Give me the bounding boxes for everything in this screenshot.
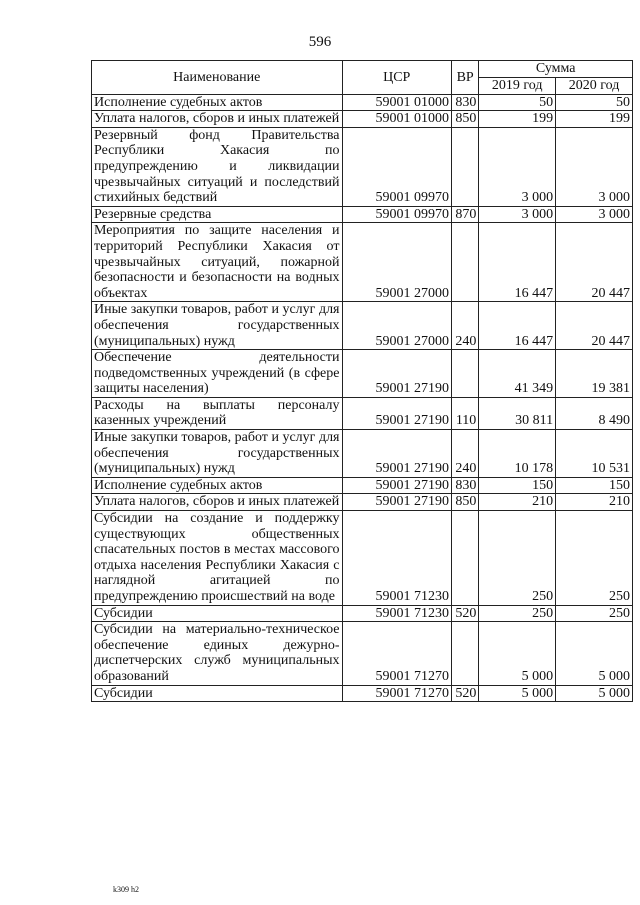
row-amount-2019: 150 xyxy=(479,477,556,494)
row-csr: 59001 71270 xyxy=(342,622,451,685)
row-name: Исполнение судебных актов xyxy=(92,477,343,494)
row-csr: 59001 01000 xyxy=(342,111,451,128)
row-name: Расходы на выплаты персоналу казенных учреждений xyxy=(92,397,343,429)
row-amount-2019: 3 000 xyxy=(479,127,556,206)
row-amount-2020: 150 xyxy=(556,477,633,494)
row-name: Субсидии xyxy=(92,605,343,622)
row-amount-2020: 199 xyxy=(556,111,633,128)
row-csr: 59001 71270 xyxy=(342,685,451,702)
page-number: 596 xyxy=(308,34,332,50)
row-csr: 59001 27190 xyxy=(342,430,451,478)
row-csr: 59001 01000 xyxy=(342,94,451,111)
row-amount-2019: 210 xyxy=(479,494,556,511)
row-amount-2020: 20 447 xyxy=(556,223,633,302)
row-csr: 59001 27190 xyxy=(342,397,451,429)
row-name: Резервный фонд Правительства Республики Хакасия по предупреждению и ликвидации чрезвычайных ситуаций и последствий стихийных бедствий xyxy=(92,127,343,206)
row-csr: 59001 27190 xyxy=(342,494,451,511)
row-vr: 870 xyxy=(451,206,478,223)
table-row xyxy=(92,397,633,429)
row-csr: 59001 27000 xyxy=(342,223,451,302)
row-amount-2020: 5 000 xyxy=(556,622,633,685)
row-amount-2020: 3 000 xyxy=(556,127,633,206)
row-amount-2019: 16 447 xyxy=(479,302,556,350)
row-amount-2019: 16 447 xyxy=(479,223,556,302)
header-name: Наименование xyxy=(92,61,343,95)
row-name: Уплата налогов, сборов и иных платежей xyxy=(92,111,343,128)
row-amount-2019: 30 811 xyxy=(479,397,556,429)
table-body xyxy=(92,94,633,702)
row-name: Иные закупки товаров, работ и услуг для обеспечения государственных (муниципальных) нужд xyxy=(92,302,343,350)
row-amount-2019: 5 000 xyxy=(479,622,556,685)
table-row xyxy=(92,511,633,606)
header-vr: ВР xyxy=(451,61,478,95)
row-vr xyxy=(451,622,478,685)
row-amount-2020: 3 000 xyxy=(556,206,633,223)
row-amount-2020: 210 xyxy=(556,494,633,511)
row-name: Уплата налогов, сборов и иных платежей xyxy=(92,494,343,511)
row-vr xyxy=(451,127,478,206)
row-csr: 59001 09970 xyxy=(342,206,451,223)
row-csr: 59001 27000 xyxy=(342,302,451,350)
row-name: Иные закупки товаров, работ и услуг для обеспечения государственных (муниципальных) нужд xyxy=(92,430,343,478)
row-csr: 59001 09970 xyxy=(342,127,451,206)
row-vr xyxy=(451,511,478,606)
header-year-2020: 2020 год xyxy=(556,78,633,95)
row-amount-2020: 10 531 xyxy=(556,430,633,478)
table-row xyxy=(92,94,633,111)
row-amount-2019: 199 xyxy=(479,111,556,128)
row-amount-2020: 5 000 xyxy=(556,685,633,702)
table-row xyxy=(92,622,633,685)
row-name: Субсидии xyxy=(92,685,343,702)
row-amount-2019: 5 000 xyxy=(479,685,556,702)
row-amount-2019: 50 xyxy=(479,94,556,111)
header-sum: Сумма xyxy=(479,61,633,78)
row-amount-2019: 41 349 xyxy=(479,350,556,398)
table-row xyxy=(92,494,633,511)
row-amount-2019: 250 xyxy=(479,511,556,606)
row-vr: 830 xyxy=(451,477,478,494)
row-amount-2020: 250 xyxy=(556,605,633,622)
row-vr: 520 xyxy=(451,685,478,702)
table-row xyxy=(92,223,633,302)
row-vr: 240 xyxy=(451,430,478,478)
table-row xyxy=(92,605,633,622)
row-name: Исполнение судебных актов xyxy=(92,94,343,111)
row-vr: 520 xyxy=(451,605,478,622)
header-year-2019: 2019 год xyxy=(479,78,556,95)
table-row xyxy=(92,430,633,478)
row-amount-2019: 10 178 xyxy=(479,430,556,478)
table-row xyxy=(92,350,633,398)
table-row xyxy=(92,477,633,494)
budget-table xyxy=(91,60,633,702)
table-row xyxy=(92,685,633,702)
row-vr: 830 xyxy=(451,94,478,111)
row-vr: 110 xyxy=(451,397,478,429)
row-name: Обеспечение деятельности подведомственных учреждений (в сфере защиты населения) xyxy=(92,350,343,398)
footer-code: k309 h2 xyxy=(113,885,139,894)
table-row xyxy=(92,111,633,128)
row-csr: 59001 71230 xyxy=(342,605,451,622)
row-csr: 59001 71230 xyxy=(342,511,451,606)
row-amount-2020: 250 xyxy=(556,511,633,606)
table-row xyxy=(92,302,633,350)
row-name: Субсидии на материально-техническое обеспечение единых дежурно-диспетчерских служб муниципальных образований xyxy=(92,622,343,685)
row-vr xyxy=(451,223,478,302)
row-amount-2020: 20 447 xyxy=(556,302,633,350)
row-vr: 850 xyxy=(451,494,478,511)
row-amount-2020: 8 490 xyxy=(556,397,633,429)
row-name: Мероприятия по защите населения и территорий Республики Хакасия от чрезвычайных ситуаций, пожарной безопасности и безопасности на водных объектах xyxy=(92,223,343,302)
row-vr: 240 xyxy=(451,302,478,350)
row-amount-2019: 3 000 xyxy=(479,206,556,223)
row-amount-2020: 19 381 xyxy=(556,350,633,398)
row-csr: 59001 27190 xyxy=(342,477,451,494)
header-csr: ЦСР xyxy=(342,61,451,95)
row-amount-2019: 250 xyxy=(479,605,556,622)
row-vr xyxy=(451,350,478,398)
row-name: Субсидии на создание и поддержку существующих общественных спасательных постов в местах массового отдыха населения Республики Хакасия с наглядной агитацией по предупреждению происшествий на воде xyxy=(92,511,343,606)
row-vr: 850 xyxy=(451,111,478,128)
row-csr: 59001 27190 xyxy=(342,350,451,398)
row-amount-2020: 50 xyxy=(556,94,633,111)
table-row xyxy=(92,127,633,206)
row-name: Резервные средства xyxy=(92,206,343,223)
table-row xyxy=(92,206,633,223)
